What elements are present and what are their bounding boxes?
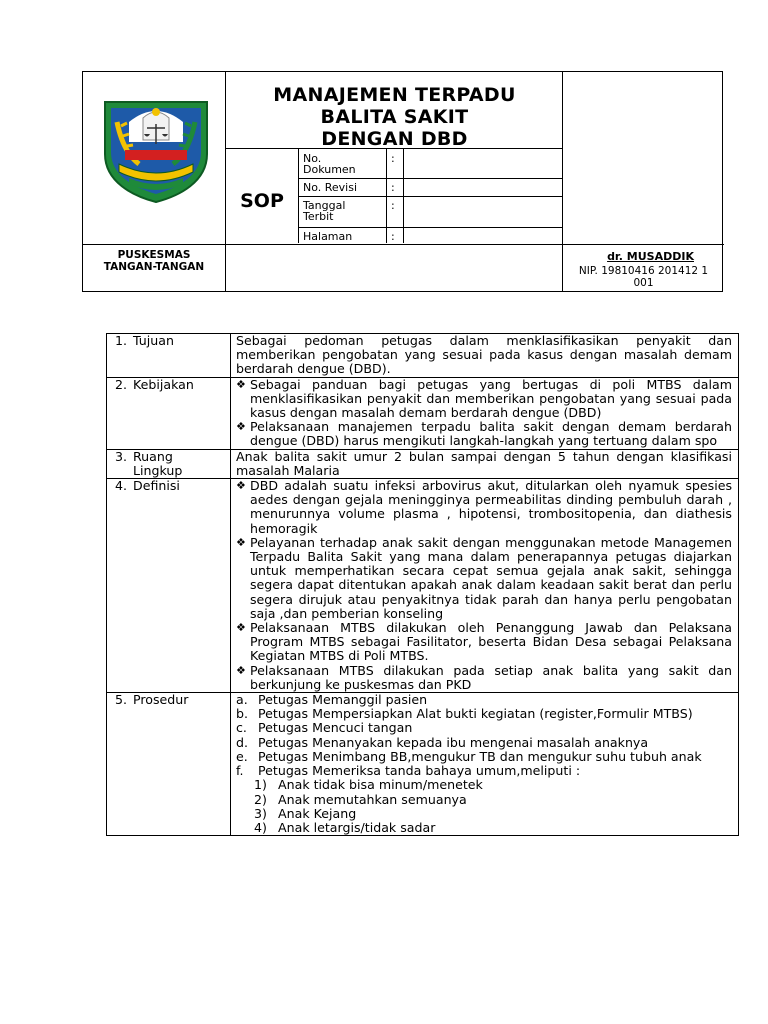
list-item: ❖ Sebagai panduan bagi petugas yang bertugas di poli MTBS dalam menklasifikasikan penyakit dan memberikan pengobatan yang sesuai pada kasus dengan masalah demam berdarah dengue (DBD) — [236, 376, 732, 421]
diamond-bullet-icon: ❖ — [236, 621, 246, 635]
sub-list-item: 3) Anak Kejang — [254, 805, 357, 821]
page-label: Halaman — [303, 230, 353, 243]
diamond-bullet-icon: ❖ — [236, 535, 246, 549]
document-title: MANAJEMEN TERPADU BALITA SAKIT DENGAN DBD — [273, 84, 516, 150]
regional-emblem-logo — [99, 92, 213, 204]
sub-list-item: 4) Anak letargis/tidak sadar — [254, 819, 436, 835]
diamond-bullet-icon: ❖ — [236, 377, 246, 391]
section-tujuan: 1. Tujuan Sebagai pedoman petugas dalam menklasifikasikan penyakit dan memberikan pengobatan yang sesuai pada kasus dengan masalah demam berdarah dengue (DBD). — [107, 334, 739, 378]
doc-number-colon: : — [391, 152, 395, 165]
issue-date-label: Tanggal Terbit — [303, 199, 346, 223]
page-colon: : — [391, 230, 395, 243]
diamond-bullet-icon: ❖ — [236, 663, 246, 677]
section-title: Prosedur — [133, 692, 189, 708]
list-item: c. Petugas Mencuci tangan — [236, 720, 413, 736]
list-item: a. Petugas Memanggil pasien — [236, 692, 428, 708]
list-item: ❖ Pelayanan terhadap anak sakit dengan menggunakan metode Managemen Terpadu Balita Sakit yang mana dalam penerapannya petugas diajarkan untuk memperhatikan secara cepat semua gejala anak sakit, sehingga segera dapat ditentukan apakah anak dalam keadaan sakit berat dan perlu segera dirujuk atau penyakitnya tidak parah dan hanya perlu pengobatan saja ,dan pemberian konseling — [236, 534, 732, 621]
list-item: ❖ DBD adalah suatu infeksi arbovirus akut, ditularkan oleh nyamuk spesies aedes dengan gejala meningginya permeabilitas dinding pembuluh darah , menurunnya volume plasma , hipotensi, trombositopenia, dan diathesis hemoragik — [236, 478, 732, 536]
sub-list-item: 1) Anak tidak bisa minum/menetek — [254, 777, 483, 793]
puskesmas-name: PUSKESMAS TANGAN-TANGAN — [103, 249, 205, 273]
section-text: Anak balita sakit umur 2 bulan sampai dengan 5 tahun dengan klasifikasi masalah Malaria — [236, 448, 732, 478]
list-item: b. Petugas Mempersiapkan Alat bukti kegiatan (register,Formulir MTBS) — [236, 706, 693, 722]
list-item: ❖ Pelaksanaan MTBS dilakukan oleh Penanggung Jawab dan Pelaksana Program MTBS sebagai Fasilitator, beserta Bidan Desa sebagai Pelaksana Kegiatan MTBS di Poli MTBS. — [236, 620, 732, 664]
revision-colon: : — [391, 181, 395, 194]
list-item: f. Petugas Memeriksa tanda bahaya umum,meliputi : — [236, 763, 581, 779]
doc-number-label: No. Dokumen — [303, 152, 356, 176]
list-item: d. Petugas Menanyakan kepada ibu mengenai masalah anaknya — [236, 734, 649, 750]
sop-header — [82, 71, 723, 292]
issue-date-colon: : — [391, 199, 395, 212]
section-title: Ruang Lingkup — [133, 448, 183, 478]
signer-name: dr. MUSADDIK — [607, 250, 694, 263]
list-item: ❖ Pelaksanaan manajemen terpadu balita sakit dengan demam berdarah dengue (DBD) harus mengikuti langkah-langkah yang tertuang dalam spo — [236, 419, 732, 449]
section-ruang-lingkup: 3. Ruang Lingkup Anak balita sakit umur 2 bulan sampai dengan 5 tahun dengan klasifikasi masalah Malaria — [107, 449, 739, 478]
section-title: Kebijakan — [133, 376, 194, 392]
revision-label: No. Revisi — [303, 181, 358, 194]
sop-content-table — [106, 333, 739, 836]
section-prosedur: 5. Prosedur a. Petugas Memanggil pasien b. Petugas Mempersiapkan Alat bukti kegiatan (register,Formulir MTBS) c. Petugas Mencuci tangan d. Petugas Menanyakan kepada ibu mengenai masalah anaknya e. Petugas Menimbang BB,mengukur TB dan mengukur suhu tubuh anak f. Petugas Memeriksa tanda bahaya umum,meliputi : 1) Anak tidak bisa minum/menetek 2) Anak memutahkan semuanya 3) Anak Kejang 4) Anak letargis/tidak sadar — [107, 693, 739, 836]
sub-list-item: 2) Anak memutahkan semuanya — [254, 791, 467, 807]
sop-label: SOP — [240, 190, 284, 212]
diamond-bullet-icon: ❖ — [236, 420, 246, 434]
signer-nip: NIP. 19810416 201412 1 001 — [578, 265, 709, 289]
list-item: e. Petugas Menimbang BB,mengukur TB dan mengukur suhu tubuh anak — [236, 748, 702, 764]
section-title: Tujuan — [133, 333, 174, 348]
section-title: Definisi — [133, 478, 180, 494]
section-text: Sebagai pedoman petugas dalam menklasifikasikan penyakit dan memberikan pengobatan yang sesuai pada kasus dengan masalah demam berdarah dengue (DBD). — [236, 333, 732, 377]
section-definisi: 4. Definisi ❖ DBD adalah suatu infeksi arbovirus akut, ditularkan oleh nyamuk spesies aedes dengan gejala meningginya permeabilitas dinding pembuluh darah , menurunnya volume plasma , hipotensi, trombositopenia, dan diathesis hemoragik ❖ Pelayanan terhadap anak sakit dengan menggunakan metode Managemen Terpadu Balita Sakit yang mana dalam penerapannya petugas diajarkan untuk memperhatikan secara cepat semua gejala anak sakit, sehingga segera dapat ditentukan apakah anak dalam keadaan sakit berat dan perlu segera dirujuk atau penyakitnya tidak parah dan hanya perlu pengobatan saja ,dan pemberian konseling ❖ Pelaksanaan MTBS dilakukan oleh Penanggung Jawab dan Pelaksana Program MTBS sebagai Fasilitator, beserta Bidan Desa sebagai Pelaksana Kegiatan MTBS di Poli MTBS. ❖ Pelaksanaan MTBS dilakukan pada setiap anak balita yang sakit dan berkunjung ke puskesmas dan PKD — [107, 479, 739, 693]
diamond-bullet-icon: ❖ — [236, 479, 246, 493]
list-item: ❖ Pelaksanaan MTBS dilakukan pada setiap anak balita yang sakit dan berkunjung ke puskesmas dan PKD — [236, 662, 732, 692]
section-kebijakan: 2. Kebijakan ❖ Sebagai panduan bagi petugas yang bertugas di poli MTBS dalam menklasifikasikan penyakit dan memberikan pengobatan yang sesuai pada kasus dengan masalah demam berdarah dengue (DBD) ❖ Pelaksanaan manajemen terpadu balita sakit dengan demam berdarah dengue (DBD) harus mengikuti langkah-langkah yang tertuang dalam spo — [107, 377, 739, 449]
